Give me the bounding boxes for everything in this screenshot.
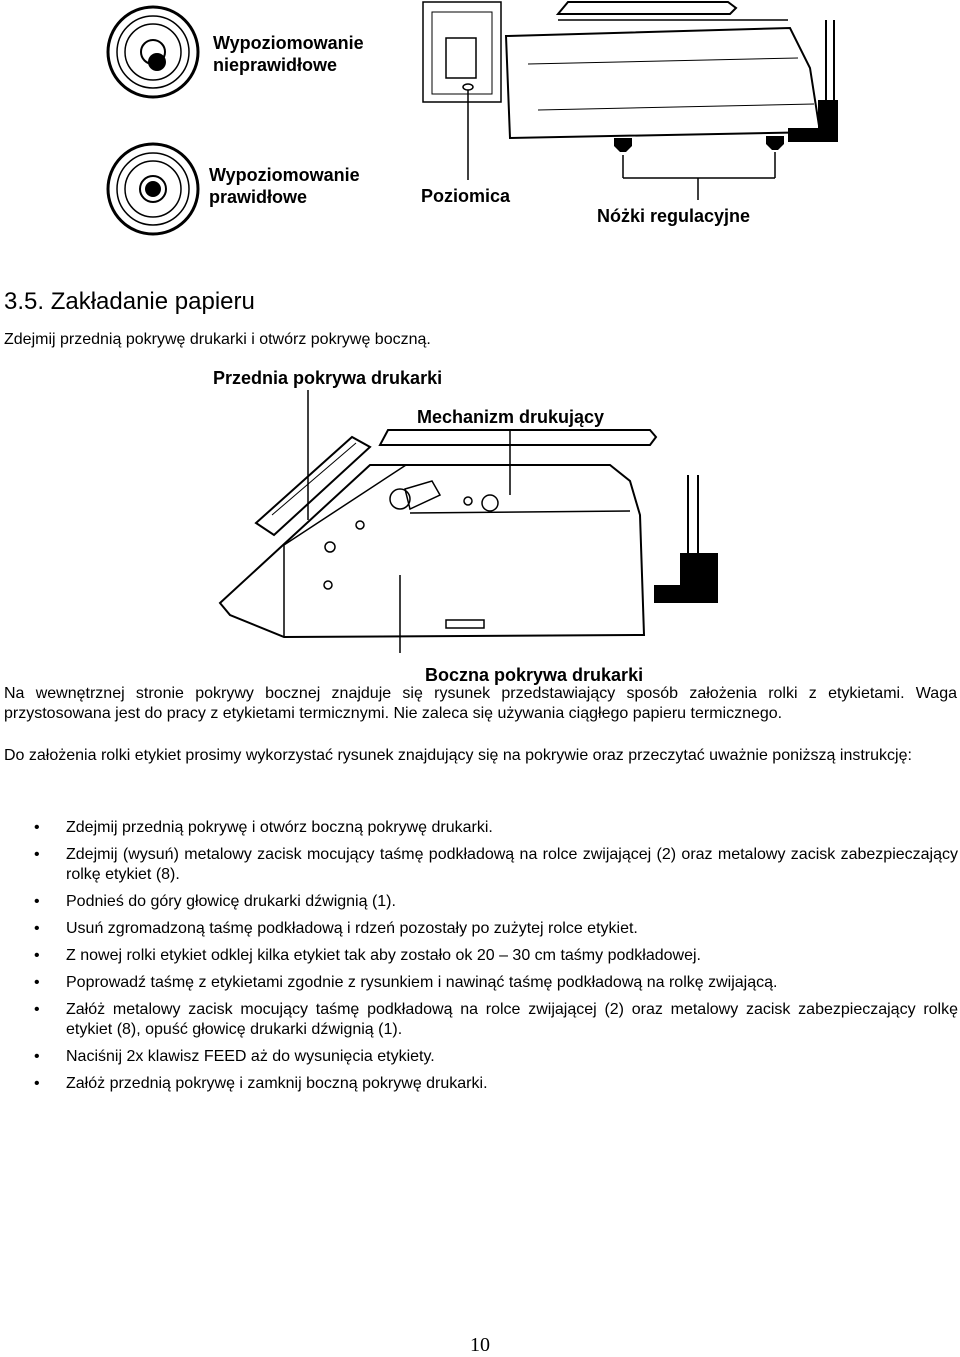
list-item: • Usuń zgromadzoną taśmę podkładową i rdzeń pozostały po zużytej rolce etykiet.	[34, 920, 638, 937]
bullet-icon: •	[34, 974, 40, 991]
list-item: • Naciśnij 2x klawisz FEED aż do wysunięcia etykiety.	[34, 1048, 435, 1065]
bullet-icon: •	[34, 846, 40, 863]
label-adjustable-feet: Nóżki regulacyjne	[597, 206, 751, 226]
bullet-icon: •	[34, 947, 40, 964]
bullet-icon: •	[34, 819, 40, 836]
section-heading: 3.5. Zakładanie papieru	[4, 288, 255, 315]
label-level: Poziomica	[421, 186, 511, 206]
label-wrong-level: Wypoziomowanie nieprawidłowe	[213, 33, 364, 75]
scale-side-view-illustration	[418, 0, 858, 205]
steps-list	[0, 818, 958, 1101]
bullet-icon: •	[34, 920, 40, 937]
bullet-icon: •	[34, 1048, 40, 1065]
list-item: • Z nowej rolki etykiet odklej kilka etykiet tak aby zostało ok 20 – 30 cm taśmy podkładowej.	[34, 947, 701, 964]
bullet-icon: •	[34, 893, 40, 910]
paragraph-instructions-intro: Do założenia rolki etykiet prosimy wykorzystać rysunek znajdujący się na pokrywie oraz przeczytać uważnie poniższą instrukcję:	[4, 747, 912, 764]
list-item: • Załóż przednią pokrywę i zamknij boczną pokrywę drukarki.	[34, 1075, 488, 1092]
label-side-cover: Boczna pokrywa drukarki	[425, 665, 644, 685]
label-right-level: Wypoziomowanie prawidłowe	[209, 165, 360, 207]
bullet-icon: •	[34, 1001, 40, 1018]
list-item: • Zdejmij (wysuń) metalowy zacisk mocujący taśmę podkładową na rolce zwijającej (2) oraz metalowy zacisk zabezpieczający rolkę etykiet (8).	[34, 846, 958, 883]
list-item: • Poprowadź taśmę z etykietami zgodnie z rysunkiem i nawinąć taśmę podkładową na rolkę zwijającą.	[34, 974, 778, 991]
page-number: 10	[470, 1334, 490, 1356]
section-intro: Zdejmij przednią pokrywę drukarki i otwórz pokrywę boczną.	[4, 331, 431, 348]
list-item: • Podnieś do góry głowicę drukarki dźwignią (1).	[34, 893, 396, 910]
list-item: • Zdejmij przednią pokrywę i otwórz boczną pokrywę drukarki.	[34, 819, 493, 836]
list-item: • Załóż metalowy zacisk mocujący taśmę podkładową na rolce zwijającej (2) oraz metalowy zacisk zabezpieczający rolkę etykiet (8), opuść głowicę drukarki dźwignią (1).	[34, 1001, 958, 1038]
level-bubble-wrong-icon	[105, 4, 201, 100]
paragraph-label-info: Na wewnętrznej stronie pokrywy bocznej znajduje się rysunek przedstawiający sposób założenia rolki z etykietami. Waga przystosowana jest do pracy z etykietami termicznymi. Nie zaleca się używania ciągłego papieru termicznego.	[4, 685, 957, 722]
level-bubble-right-icon	[105, 141, 201, 237]
label-print-mechanism: Mechanizm drukujący	[417, 407, 605, 427]
label-front-cover: Przednia pokrywa drukarki	[213, 368, 443, 388]
printer-side-view-illustration	[210, 385, 720, 655]
bullet-icon: •	[34, 1075, 40, 1092]
